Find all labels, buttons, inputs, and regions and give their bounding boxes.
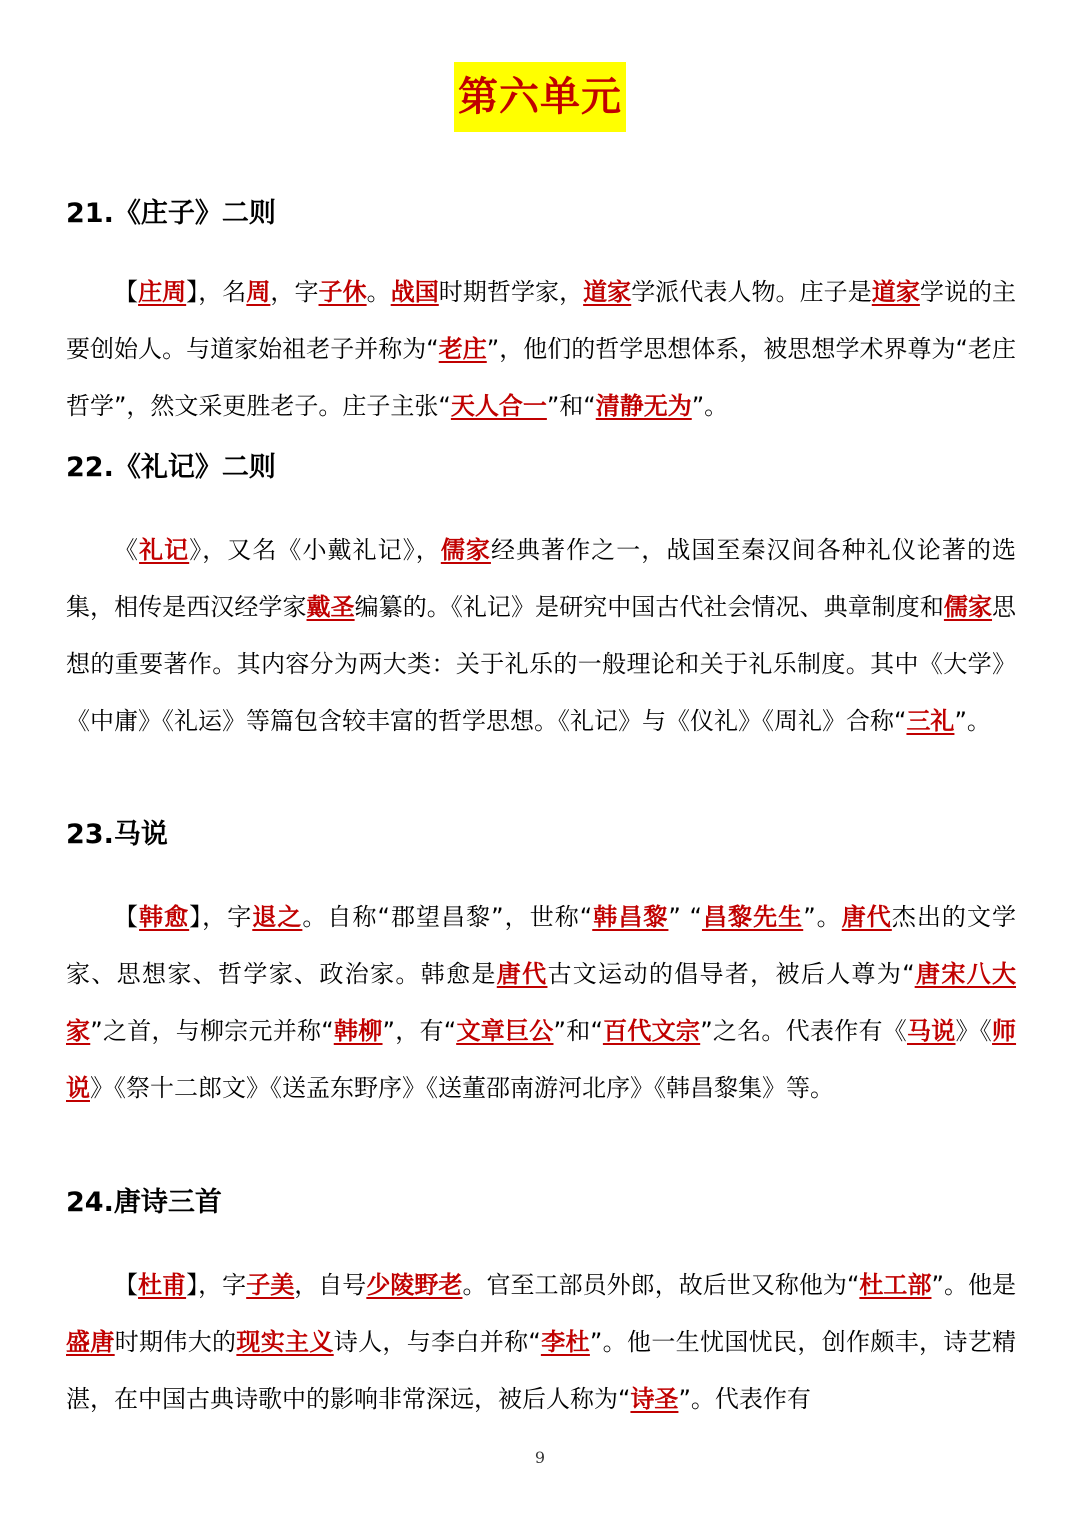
- paragraph-text: 【: [114, 903, 140, 931]
- paragraph-text: ”和“: [546, 392, 596, 420]
- highlighted-term: 韩柳: [333, 1017, 383, 1045]
- highlighted-term: 昌黎先生: [701, 903, 804, 931]
- highlighted-term: 现实主义: [236, 1328, 334, 1356]
- highlighted-term: 庄周: [138, 278, 187, 306]
- section-tangshi: [66, 1183, 1016, 1428]
- highlighted-term: 天人合一: [450, 392, 547, 420]
- highlighted-term: 唐代: [841, 903, 892, 931]
- paragraph-text: ”。: [803, 903, 842, 931]
- highlighted-term: 韩愈: [139, 903, 190, 931]
- highlighted-term: 唐代: [496, 960, 548, 988]
- highlighted-term: 儒家: [440, 536, 491, 564]
- paragraph-text: ”，有“: [382, 1017, 457, 1045]
- paragraph-text: 《: [114, 536, 140, 564]
- paragraph-text: 【: [114, 278, 139, 306]
- paragraph-text: 思想的重要著作。其内容分为两大类：关于礼乐的一般理论和关于礼乐制度。其中《大学》《中庸》《礼运》等篇包含较丰富的哲学思想。《礼记》与《仪礼》《周礼》合称“: [66, 593, 1017, 735]
- paragraph-text: 编纂的。《礼记》是研究中国古代社会情况、典章制度和: [354, 593, 944, 621]
- highlighted-term: 师说: [66, 1017, 1017, 1102]
- paragraph-text: ”之首，与柳宗元并称“: [90, 1017, 334, 1045]
- highlighted-term: 清静无为: [595, 392, 692, 420]
- page-title: 第六单元: [454, 62, 626, 132]
- section-title: 23.马说: [66, 819, 168, 850]
- paragraph-text: ”。他一生忧国忧民，创作颇丰，诗艺精湛，在中国古典诗歌中的影响非常深远，被后人称为“: [66, 1328, 1017, 1413]
- paragraph-text: ”。他是: [931, 1271, 1017, 1299]
- highlighted-term: 马说: [906, 1017, 956, 1045]
- highlighted-term: 百代文宗: [602, 1017, 701, 1045]
- paragraph-text: 学派代表人物。庄子是: [631, 278, 872, 306]
- paragraph-text: ”，他们的哲学思想体系，被思想学术界尊为“老庄哲学”，然文采更胜老子。庄子主张“: [66, 335, 1017, 420]
- paragraph-text: ”。: [954, 707, 991, 735]
- highlighted-term: 杜甫: [138, 1271, 187, 1299]
- paragraph-text: 。: [366, 278, 391, 306]
- paragraph-text: ，字: [270, 278, 319, 306]
- highlighted-term: 子美: [246, 1271, 295, 1299]
- highlighted-term: 子休: [318, 278, 367, 306]
- paragraph-text: ”之名。代表作有《: [700, 1017, 907, 1045]
- paragraph-text: 时期伟大的: [114, 1328, 237, 1356]
- highlighted-term: 少陵野老: [366, 1271, 463, 1299]
- highlighted-term: 道家: [583, 278, 632, 306]
- paragraph-text: ”和“: [553, 1017, 603, 1045]
- highlighted-term: 礼记: [139, 536, 190, 564]
- highlighted-term: 韩昌黎: [592, 903, 669, 931]
- paragraph-text: 》，又名《小戴礼记》，: [189, 536, 441, 564]
- highlighted-term: 诗圣: [630, 1385, 679, 1413]
- paragraph-text: 》《: [955, 1017, 993, 1045]
- section-title: 21.《庄子》二则: [66, 198, 276, 229]
- highlighted-term: 老庄: [438, 335, 487, 363]
- paragraph-text: 】，字: [186, 1271, 247, 1299]
- paragraph-text: 杰出的文学家、思想家、哲学家、政治家。韩愈是: [66, 903, 1017, 988]
- section-paragraph: [66, 1257, 1016, 1428]
- paragraph-text: 经典著作之一，战国至秦汉间各种礼仪论著的选集，相传是西汉经学家: [66, 536, 1017, 621]
- paragraph-text: 】，名: [186, 278, 247, 306]
- section-paragraph: [66, 264, 1016, 435]
- section-paragraph: [66, 522, 1016, 750]
- section-zhuangzi: [66, 194, 1016, 435]
- paragraph-text: 】，字: [189, 903, 253, 931]
- section-paragraph: [66, 889, 1016, 1117]
- paragraph-text: ”。代表作有: [678, 1385, 811, 1413]
- highlighted-term: 戴圣: [306, 593, 355, 621]
- section-title: 22.《礼记》二则: [66, 452, 276, 483]
- paragraph-text: 诗人，与李白并称“: [333, 1328, 541, 1356]
- paragraph-text: 古文运动的倡导者，被后人尊为“: [547, 960, 915, 988]
- highlighted-term: 杜工部: [859, 1271, 932, 1299]
- paragraph-text: 学说的主要创始人。与道家始祖老子并称为“: [66, 278, 1017, 363]
- highlighted-term: 唐宋八大家: [66, 960, 1017, 1045]
- section-mashuo: [66, 815, 1016, 1117]
- highlighted-term: 周: [246, 278, 271, 306]
- page-title-wrap: [0, 62, 1080, 132]
- highlighted-term: 李杜: [540, 1328, 590, 1356]
- paragraph-text: ，自号: [294, 1271, 367, 1299]
- highlighted-term: 盛唐: [66, 1328, 115, 1356]
- highlighted-term: 道家: [871, 278, 920, 306]
- highlighted-term: 文章巨公: [456, 1017, 554, 1045]
- section-liji: [66, 448, 1016, 750]
- paragraph-text: 。自称“郡望昌黎”，世称“: [302, 903, 593, 931]
- paragraph-text: ”。: [691, 392, 729, 420]
- highlighted-term: 战国: [390, 278, 439, 306]
- paragraph-text: 【: [114, 1271, 139, 1299]
- paragraph-text: 。官至工部员外郎，故后世又称他为“: [462, 1271, 860, 1299]
- section-title: 24.唐诗三首: [66, 1187, 222, 1218]
- paragraph-text: 》《祭十二郎文》《送孟东野序》《送董邵南游河北序》《韩昌黎集》等。: [90, 1074, 834, 1102]
- page-number: 9: [534, 1448, 546, 1467]
- highlighted-term: 退之: [252, 903, 303, 931]
- paragraph-text: ” “: [668, 903, 702, 931]
- paragraph-text: 时期哲学家，: [438, 278, 584, 306]
- highlighted-term: 儒家: [943, 593, 993, 621]
- highlighted-term: 三礼: [906, 707, 955, 735]
